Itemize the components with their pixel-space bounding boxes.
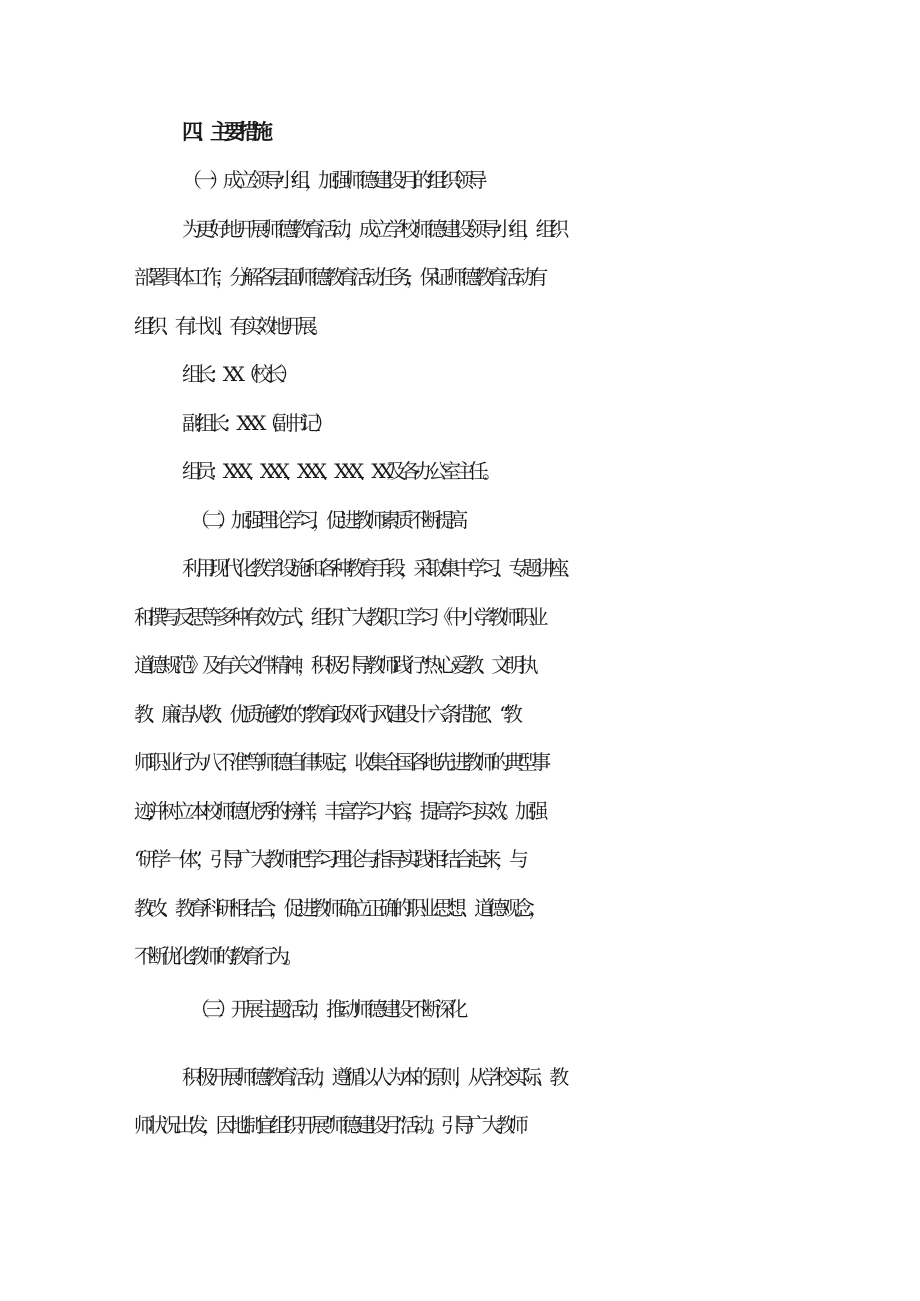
paragraph-2-line-5: 师职业行为八不准"等师德自律规定，收集全国各地先进教师的典型事 xyxy=(134,750,545,774)
deputy-leader-line: 副组长：XXX（副书记） xyxy=(182,411,328,435)
section-heading: 四、主要措施 xyxy=(182,120,266,144)
team-members-line: 组员：XXX、XXX、XXX、XXX、XX 及各办公室主任。 xyxy=(182,459,496,483)
paragraph-2-line-6: 迹,并树立本校师德优秀的榜样，丰富学习内容，提高学习实效。加强 xyxy=(134,799,542,823)
paragraph-1-line-1: 为更好地开展师德教育活动，成立学校师德建设领导小组，组织 xyxy=(182,217,563,241)
paragraph-1-line-3: 组织、有计划、有实效地开展。 xyxy=(134,314,325,338)
team-leader-line: 组长：XX（校长） xyxy=(182,362,293,386)
paragraph-2-line-7: “研学一体”，引导广大教师把学习理论与指导实践相结合起来，与 xyxy=(134,847,523,871)
paragraph-3-line-1: 积极开展师德教育活动，遵循以人为本的原则，从学校实际、教 xyxy=(182,1065,563,1089)
paragraph-1-line-2: 部署具体工作，分解各层面师德教育活动任务，保证师德教育活动有 xyxy=(134,265,542,289)
paragraph-3-line-2: 师状况出发，因地制宜组织开展“师德建设月”活动。引导广大教师 xyxy=(134,1113,523,1137)
subsection-title-1: （一）成立领导小组，加强师德建设月的组织领导 xyxy=(182,168,482,192)
paragraph-2-line-3: 道德规范》及有关文件精神，积极引导教师践行“热心爱教、文明执 xyxy=(134,653,533,677)
paragraph-2-line-8: 教改、教育科研相结合，促进教师确立正确的职业思想、道德观念， xyxy=(134,896,542,920)
subsection-title-2: （二）加强理论学习，促进教师素质不断提高 xyxy=(190,508,462,532)
paragraph-2-line-4: 教、廉洁从教、优质施教”的“教育政风行风建设十六条措施”、“教 xyxy=(134,702,517,726)
paragraph-2-line-9: 不断优化教师的教育行为。 xyxy=(134,944,298,968)
paragraph-2-line-2: 和撰写反思等多种有效方式，组织广大教职工学习《中小学教师职业 xyxy=(134,605,542,629)
paragraph-2-line-1: 利用现代化教学设施和各种教育手段，采取集中学习、专题讲座、 xyxy=(182,556,577,580)
subsection-title-3: （三）开展主题活动，推动师德建设不断深化 xyxy=(190,997,462,1021)
